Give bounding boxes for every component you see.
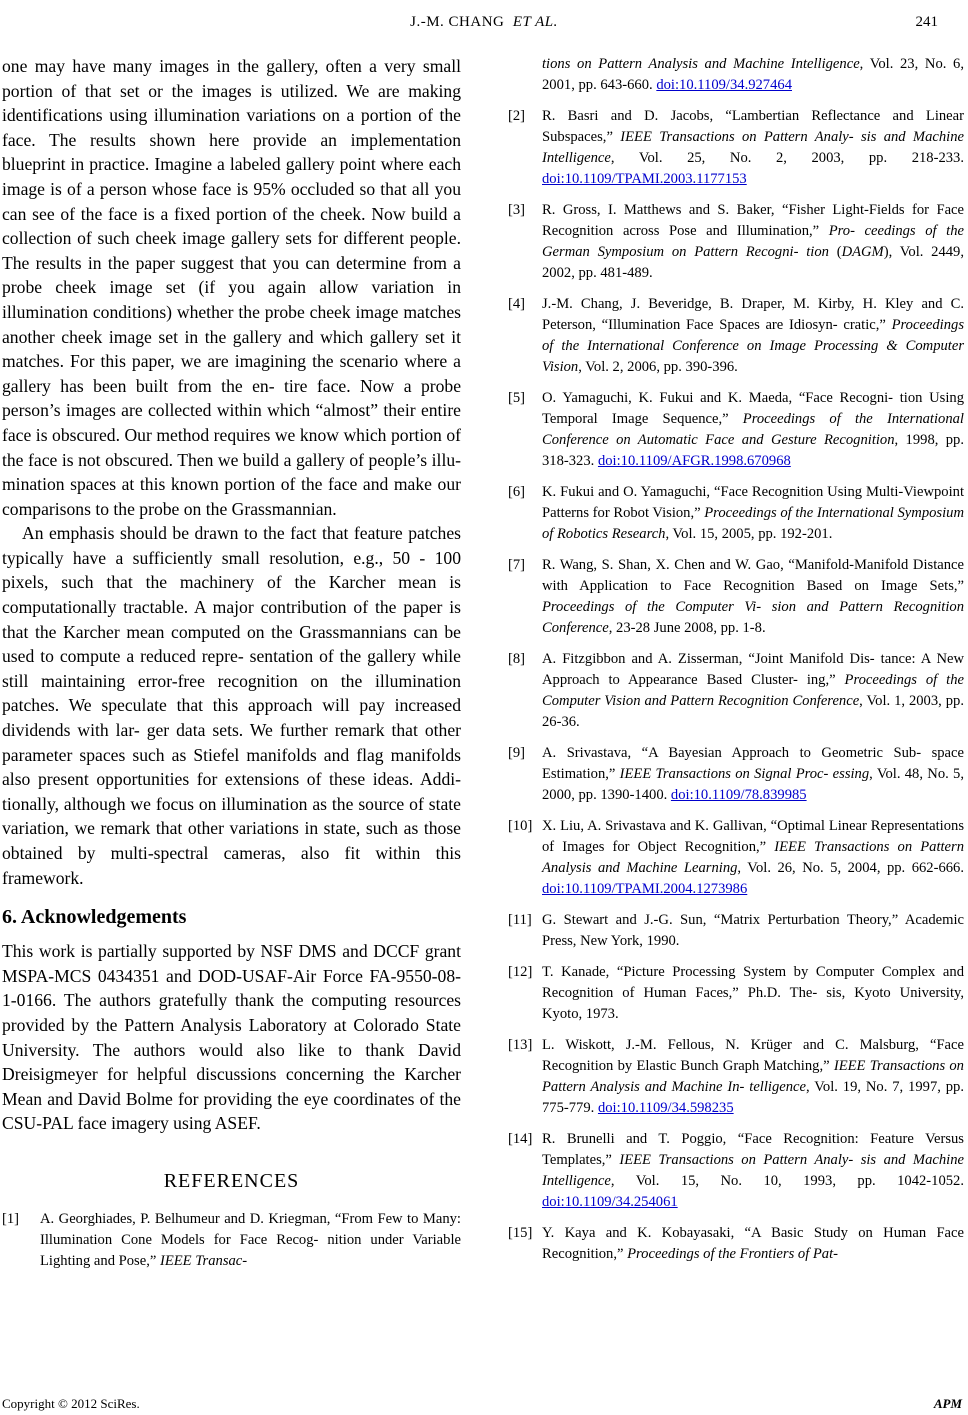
- right-column: [508, 54, 964, 1275]
- reference-venue: IEEE Transactions on Pattern Analy- sis and Machine Intelligence: [542, 129, 964, 166]
- reference-number: [10]: [508, 818, 533, 834]
- reference-14: [508, 1129, 964, 1213]
- reference-details: , 23-28 June 2008, pp. 1-8.: [608, 620, 766, 636]
- copyright-notice: Copyright © 2012 SciRes.: [2, 1396, 140, 1411]
- reference-venue: tions on Pattern Analysis and Machine Intelligence: [542, 56, 860, 72]
- reference-15: [508, 1223, 964, 1265]
- reference-details-end: ), Vol. 2449, 2002, pp. 481-489.: [542, 244, 964, 281]
- reference-number: [6]: [508, 484, 526, 500]
- reference-text: A. Srivastava, “A Bayesian Approach to Geometric Sub- space Estimation,”: [542, 745, 964, 782]
- doi-link[interactable]: doi:10.1109/34.598235: [597, 1100, 734, 1116]
- reference-venue: Proceedings of the International Conference on Automatic Face and Gesture Recognition: [542, 411, 964, 448]
- reference-number: [14]: [508, 1131, 533, 1147]
- doi-link[interactable]: doi:10.1109/AFGR.1998.670968: [597, 453, 791, 469]
- reference-number: [9]: [508, 745, 526, 761]
- reference-text: A. Fitzgibbon and A. Zisserman, “Joint Manifold Dis- tance: A New Approach to Appearance Based Cluster- ing,”: [542, 651, 964, 688]
- reference-text: T. Kanade, “Picture Processing System by Computer Complex and Recognition of Human Faces,” Ph.D. The- sis, Kyoto University, Kyoto, 1973.: [542, 964, 964, 1022]
- reference-text: K. Fukui and O. Yamaguchi, “Face Recognition Using Multi-Viewpoint Patterns for Robot Vision,”: [542, 484, 964, 521]
- doi-link[interactable]: doi:10.1109/34.254061: [542, 1194, 678, 1210]
- reference-4: [508, 294, 964, 378]
- reference-text: L. Wiskott, J.-M. Fellous, N. Krüger and C. Malsburg, “Face Recognition by Elastic Bunch Graph Matching,”: [542, 1037, 964, 1074]
- reference-venue: IEEE Transactions on Pattern Analy- sis and Machine Intelligence: [542, 1152, 964, 1189]
- page-header: [0, 14, 968, 38]
- reference-venue-abbrev: DAGM: [841, 244, 884, 260]
- body-paragraph-2: An emphasis should be drawn to the fact that feature patches typically have a sufficiently small resolution, e.g., 50 - 100 pixels, such that the machinery of the Karcher mean is computationally tractable. A major contribution of the paper is that the Karcher mean computed on the Grassmannians can be used to compute a reduced repre- sentation of the gallery while still maintaining error-free recognition on the illumination patches. We speculate that this approach will pay increased dividends with lar- ger data sets. We further remark that other parameter spaces such as Stiefel manifolds and flag manifolds also present opportunities for extensions of these ideas. Addi- tionally, although we focus on illumination as the source of state variation, we remark that other variations in state, such as those obtained by multi-spectral cameras, also fit within this framework.: [2, 523, 461, 888]
- reference-venue: IEEE Transac-: [159, 1252, 248, 1269]
- reference-venue: Pro- ceedings of the German Symposium on Pattern Recogni- tion: [542, 223, 964, 260]
- reference-details: , Vol. 26, No. 5, 2004, pp. 662-666.: [737, 860, 964, 876]
- reference-number: [12]: [508, 964, 533, 980]
- reference-text: J.-M. Chang, J. Beveridge, B. Draper, M. Kirby, H. Kley and C. Peterson, “Illumination Face Spaces are Idiosyn- cratic,”: [542, 296, 964, 333]
- reference-venue: IEEE Transactions on Signal Proc- essing: [619, 766, 870, 782]
- acknowledgements-heading: 6. Acknowledgements: [2, 906, 187, 929]
- reference-text: R. Wang, S. Shan, X. Chen and W. Gao, “Manifold-Manifold Distance with Application to Face Recognition Based on Image Sets,”: [542, 557, 964, 594]
- reference-9: [508, 743, 964, 806]
- reference-6: [508, 482, 964, 545]
- reference-number: [3]: [508, 202, 526, 218]
- reference-number: [2]: [508, 108, 526, 124]
- reference-8: [508, 649, 964, 733]
- reference-venue: Proceedings of the Computer Vision and Pattern Recognition Conference: [542, 672, 964, 709]
- reference-number: [15]: [508, 1225, 533, 1241]
- reference-venue: IEEE Transactions on Pattern Analysis and Machine Learning: [542, 839, 965, 876]
- reference-number: [1]: [2, 1210, 20, 1227]
- reference-2: [508, 106, 964, 190]
- running-head-et-al: ET AL.: [512, 14, 558, 30]
- doi-link[interactable]: doi:10.1109/TPAMI.2004.1273986: [542, 881, 748, 897]
- reference-1-continued: [508, 54, 964, 96]
- reference-details: (: [828, 244, 842, 260]
- page-number: 241: [915, 14, 938, 30]
- reference-5: [508, 388, 964, 472]
- running-head: [0, 14, 968, 31]
- reference-details: , Vol. 25, No. 2, 2003, pp. 218-233.: [610, 150, 964, 166]
- reference-number: [13]: [508, 1037, 533, 1053]
- references-heading: REFERENCES: [163, 1169, 300, 1192]
- reference-text: G. Stewart and J.-G. Sun, “Matrix Perturbation Theory,” Academic Press, New York, 1990.: [542, 912, 964, 949]
- running-head-authors: J.-M. CHANG: [410, 14, 505, 30]
- reference-number: [7]: [508, 557, 526, 573]
- reference-13: [508, 1035, 964, 1119]
- reference-venue: IEEE Transactions on Pattern Analysis and Machine In- telligence: [542, 1058, 964, 1095]
- reference-3: [508, 200, 964, 284]
- reference-number: [4]: [508, 296, 526, 312]
- reference-details: , Vol. 15, No. 10, 1993, pp. 1042-1052.: [610, 1173, 964, 1189]
- reference-venue: Proceedings of the International Conference on Image Processing & Computer Vision: [542, 317, 964, 375]
- reference-12: [508, 962, 964, 1025]
- reference-text: O. Yamaguchi, K. Fukui and K. Maeda, “Face Recogni- tion Using Temporal Image Sequence,”: [542, 390, 964, 427]
- reference-text: , Vol. 23, No. 6, 2001, pp. 643-660.: [542, 56, 964, 93]
- doi-link[interactable]: doi:10.1109/TPAMI.2003.1177153: [542, 171, 747, 187]
- doi-link[interactable]: doi:10.1109/78.839985: [670, 787, 807, 803]
- reference-11: [508, 910, 964, 952]
- body-paragraph-1: one may have many images in the gallery, often a very small portion of that set or the images is utilized. We are making identifications using illumination variations on a portion of the face. The results shown here provide an implementation blueprint in practice. Imagine a labeled gallery point where each image is of a person whose face is 95% occluded so that all you can see of the face is a fixed portion of the cheek. Now build a collection of such cheek image gallery sets for different people. The results in the paper suggest that you can determine from a probe cheek image set (if you again allow variation in illumination conditions) whether the probe cheek image matches another cheek image set in the gallery and which gallery set it matches. For this paper, we are imagining the scenario where a gallery has been built from the en- tire face. Now a probe person’s images are collected within which “almost” their entire face is obscured. Our method requires we know which portion of the face is not obscured. Then we build a gallery of people’s illu- mination spaces at this known portion of the face and make our comparisons to the probe on the Grassmannian.: [2, 56, 461, 519]
- reference-number: [11]: [508, 912, 532, 928]
- reference-details: , 1998, pp. 318-323.: [542, 432, 965, 469]
- reference-number: [5]: [508, 390, 526, 406]
- reference-text: A. Georghiades, P. Belhumeur and D. Kriegman, “From Few to Many: Illumination Cone Models for Face Recog- nition under Variable Lighting and Pose,”: [40, 1210, 461, 1269]
- reference-details: , Vol. 2, 2006, pp. 390-396.: [578, 359, 738, 375]
- reference-details: , Vol. 15, 2005, pp. 192-201.: [665, 526, 833, 542]
- reference-text: Y. Kaya and K. Kobayasaki, “A Basic Study on Human Face Recognition,”: [542, 1225, 964, 1262]
- reference-details: , Vol. 1, 2003, pp. 26-36.: [542, 693, 964, 730]
- reference-7: [508, 555, 964, 639]
- reference-venue: Proceedings of the Frontiers of Pat-: [627, 1246, 839, 1262]
- reference-details: , Vol. 19, No. 7, 1997, pp. 775-779.: [542, 1079, 964, 1116]
- reference-text: R. Gross, I. Matthews and S. Baker, “Fisher Light-Fields for Face Recognition across Pose and Illumination,”: [542, 202, 964, 239]
- reference-text: X. Liu, A. Srivastava and K. Gallivan, “Optimal Linear Representations of Images for Object Recognition,”: [542, 818, 964, 855]
- reference-number: [8]: [508, 651, 526, 667]
- reference-venue: Proceedings of the Computer Vi- sion and Pattern Recognition Conference: [542, 599, 964, 636]
- reference-10: [508, 816, 964, 900]
- reference-1: [2, 1209, 461, 1272]
- reference-details: , Vol. 48, No. 5, 2000, pp. 1390-1400.: [542, 766, 965, 803]
- left-column: [2, 54, 461, 1282]
- reference-venue: Proceedings of the International Symposium of Robotics Research: [542, 505, 964, 542]
- reference-text: R. Brunelli and T. Poggio, “Face Recognition: Feature Versus Templates,”: [542, 1131, 964, 1168]
- reference-text: R. Basri and D. Jacobs, “Lambertian Reflectance and Linear Subspaces,”: [542, 108, 964, 145]
- journal-abbrev: APM: [933, 1396, 962, 1411]
- doi-link[interactable]: doi:10.1109/34.927464: [656, 77, 792, 93]
- acknowledgements-text: This work is partially supported by NSF DMS and DCCF grant MSPA-MCS 0434351 and DOD-USAF-Air Force FA-9550-08-1-0166. The authors gratefully thank the computing resources provided by the Pattern Analysis Laboratory at Colorado State University. The authors would also like to thank David Dreisigmeyer for helpful discussions concerning the Karcher Mean and David Bolme for providing the eye coordinates of the CSU-PAL face imagery using ASEF.: [2, 941, 461, 1134]
